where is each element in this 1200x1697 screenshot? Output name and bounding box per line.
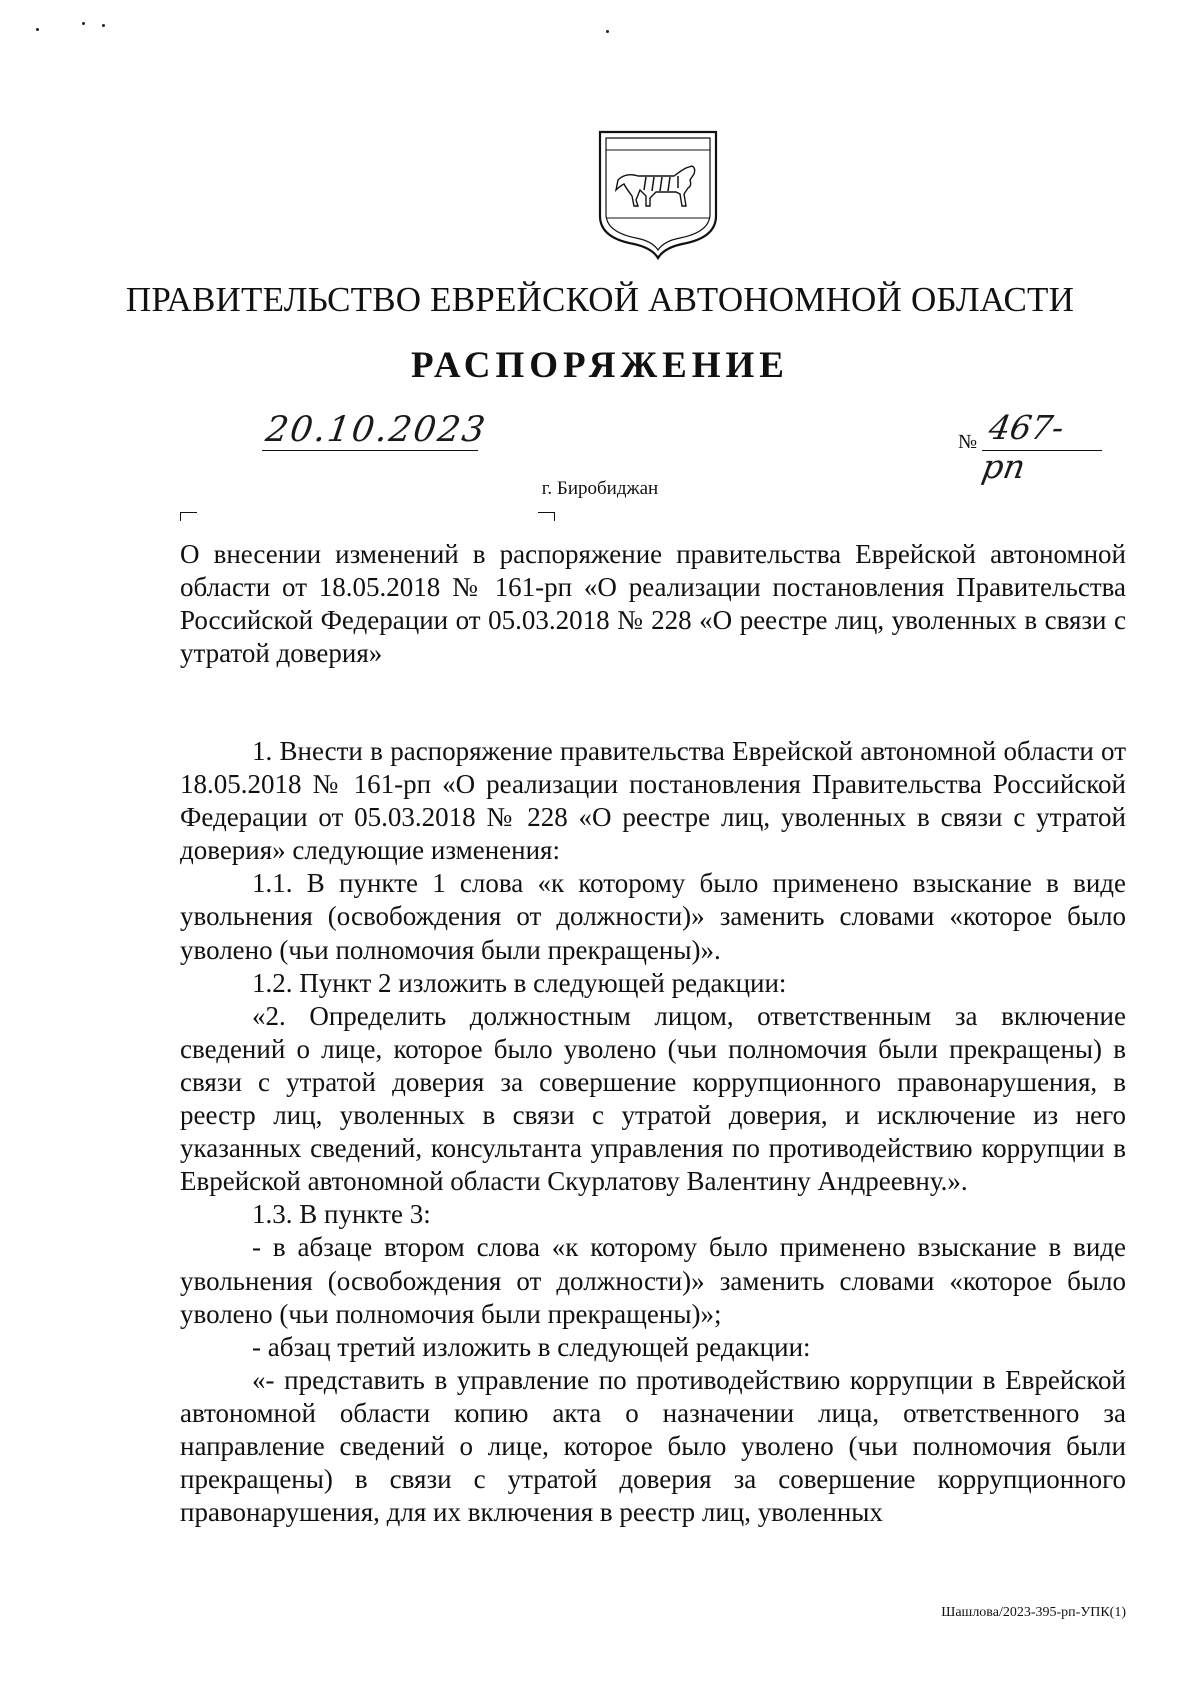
paragraph-1-3: 1.3. В пункте 3:	[252, 1199, 431, 1230]
number-field	[979, 408, 1102, 486]
paragraph-1-3-b: - абзац третий изложить в следующей редакции:	[252, 1331, 811, 1362]
footer-code: Шашлова/2023-395-рп-УПК(1)	[941, 1605, 1126, 1620]
scan-specks	[30, 14, 690, 44]
city-line: г. Биробиджан	[541, 478, 659, 499]
paragraph-1-2: 1.2. Пункт 2 изложить в следующей редакции:	[252, 967, 787, 998]
subject-corner-right	[538, 512, 555, 521]
paragraph-1-3-a: - в абзаце втором слова «к которому было применено взыскание в виде увольнения (освобождения от должности)» заменить словами «которое было уволено (чьи полномочия были прекращены)»;	[180, 1232, 1126, 1329]
paragraph-1-3-c: «- представить в управление по противодействию коррупции в Еврейской автономной области копию акта о назначении лица, ответственного за направление сведений о лице, которое было уволено (чьи полномочия были прекращены) в связи с утратой доверия за совершение коррупционного правонарушения, для их включения в реестр лиц, уволенных	[180, 1364, 1126, 1528]
handwritten-date: 20.10.2023	[263, 410, 490, 450]
paragraph-1-2-text: «2. Определить должностным лицом, ответственным за включение сведений о лице, которое было уволено (чьи полномочия были прекращены) в связи с утратой доверия за совершение коррупционного правонарушения, в реестр лиц, уволенных в связи с утратой доверия, и исключение из него указанных сведений, консультанта управления по противодействию коррупции в Еврейской автономной области Скурлатову Валентину Андреевну.».	[180, 1000, 1126, 1197]
paragraph-1-1: 1.1. В пункте 1 слова «к которому было применено взыскание в виде увольнения (освобождения от должности)» заменить словами «которое было уволено (чьи полномочия были прекращены)».	[180, 868, 1126, 965]
date-field	[262, 410, 490, 451]
document-subject: О внесении изменений в распоряжение правительства Еврейской автономной области от 18.05.2018 № 161-рп «О реализации постановления Правительства Российской Федерации от 05.03.2018 № 228 «О реестре лиц, уволенных в связи с утратой доверия»	[180, 539, 1126, 668]
coat-of-arms-emblem	[596, 128, 720, 260]
document-type-title: РАСПОРЯЖЕНИЕ	[410, 345, 789, 386]
government-title: ПРАВИТЕЛЬСТВО ЕВРЕЙСКОЙ АВТОНОМНОЙ ОБЛАСТИ	[125, 280, 1075, 319]
handwritten-number: 467-рп	[979, 408, 1068, 486]
document-body	[180, 735, 1126, 1529]
subject-corner-left	[180, 512, 197, 521]
paragraph-1: 1. Внести в распоряжение правительства Еврейской автономной области от 18.05.2018 № 161-рп «О реализации постановления Правительства Российской Федерации от 05.03.2018 № 228 «О реестре лиц, уволенных в связи с утратой доверия» следующие изменения:	[180, 736, 1126, 866]
number-label: №	[958, 431, 978, 453]
